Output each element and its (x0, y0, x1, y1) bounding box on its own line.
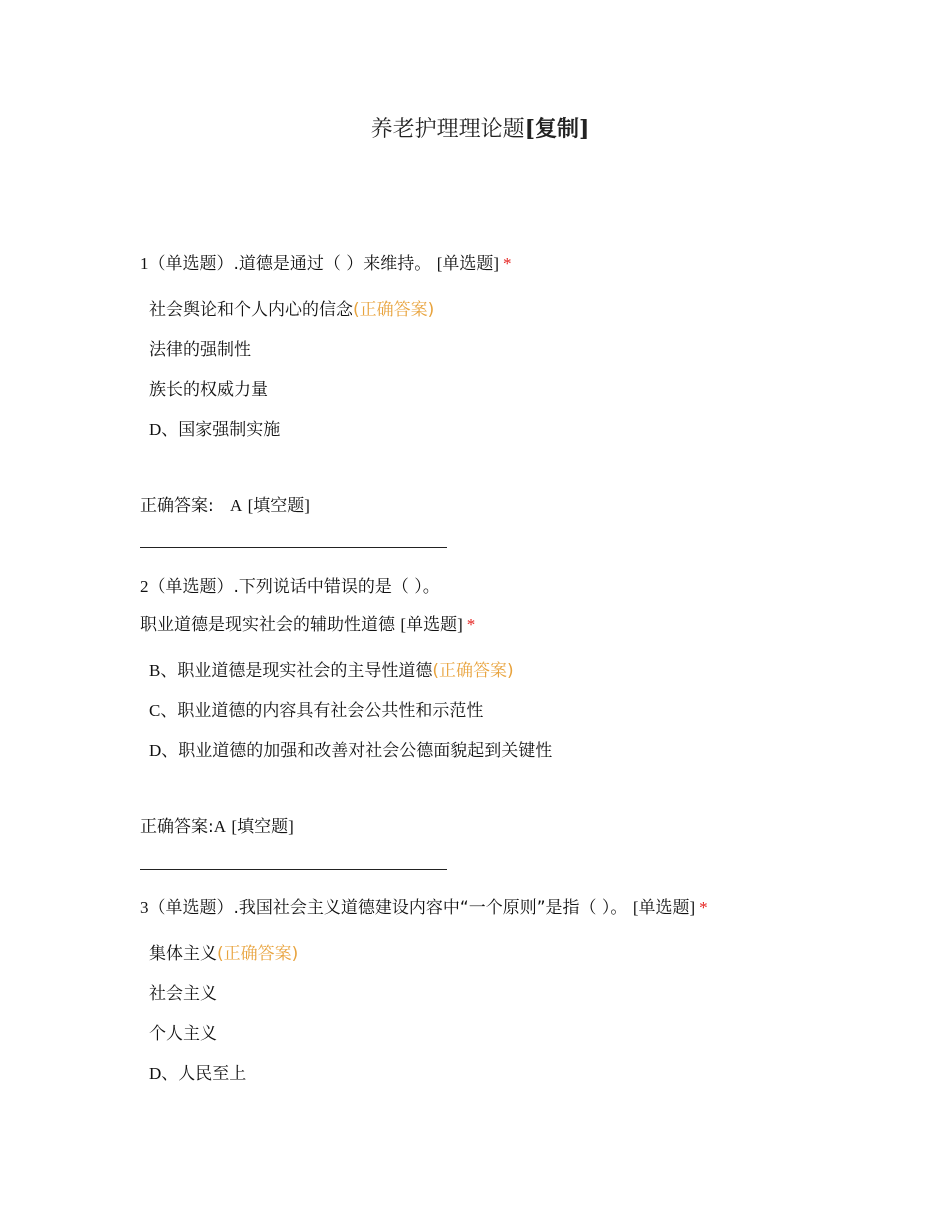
option-prefix: D、 (149, 1064, 179, 1083)
correct-answer-label: (正确答案) (353, 300, 435, 320)
question-2-stem-line2 (140, 613, 475, 637)
question-type-tag: [单选题] (632, 898, 696, 917)
question-type-tag: [单选题] (400, 615, 463, 634)
answer-value: A (213, 817, 227, 836)
answer-underline (140, 547, 447, 548)
answer-label: 正确答案: (140, 817, 214, 837)
correct-answer-label: (正确答案) (432, 661, 514, 681)
option-text: 个人主义 (149, 1024, 217, 1044)
option-text: 集体主义 (149, 944, 217, 964)
option-text: 法律的强制性 (149, 340, 251, 360)
question-type-tag: [单选题] (436, 254, 500, 273)
option-text: 族长的权威力量 (149, 380, 268, 400)
answer-value: A (229, 496, 243, 515)
option-text: 国家强制实施 (178, 420, 281, 440)
page-title (0, 112, 950, 143)
question-1-option-c[interactable] (149, 378, 268, 402)
required-mark: * (503, 254, 512, 273)
question-2-stem (140, 575, 440, 599)
question-number: 1 (140, 254, 149, 273)
question-3-option-b[interactable] (149, 982, 217, 1006)
question-number: 3 (140, 898, 149, 917)
question-1-answer (140, 494, 310, 518)
question-text: （单选题）.下列说话中错误的是（ ）。 (148, 577, 440, 597)
question-2-option-c[interactable] (149, 699, 483, 723)
option-prefix: D、 (149, 741, 179, 760)
question-3-stem (140, 896, 708, 920)
answer-underline (140, 869, 447, 870)
question-3-option-c[interactable] (149, 1022, 217, 1046)
option-prefix: C、 (149, 701, 178, 720)
question-3-option-a[interactable] (149, 942, 298, 966)
question-1-option-a[interactable] (149, 298, 434, 322)
option-text: 社会舆论和个人内心的信念 (149, 300, 353, 320)
option-text: 职业道德是现实社会的主导性道德 (177, 661, 433, 681)
question-number: 2 (140, 577, 149, 596)
question-3-option-d[interactable] (149, 1062, 246, 1086)
title-suffix: [复制] (524, 116, 590, 142)
question-text: （单选题）.道德是通过（ ）来维持。 (148, 254, 432, 274)
question-text-line2: 职业道德是现实社会的辅助性道德 (140, 615, 395, 635)
correct-answer-label: (正确答案) (217, 944, 299, 964)
option-prefix: D、 (149, 420, 179, 439)
option-text: 职业道德的加强和改善对社会公德面貌起到关键性 (178, 741, 553, 761)
answer-type-tag: [填空题] (247, 496, 310, 515)
question-text: （单选题）.我国社会主义道德建设内容中“一个原则”是指（ ）。 (148, 898, 628, 918)
answer-label: 正确答案: (140, 496, 214, 516)
required-mark: * (699, 898, 708, 917)
option-prefix: B、 (149, 661, 178, 680)
question-1-option-d[interactable] (149, 418, 280, 442)
option-text: 职业道德的内容具有社会公共性和示范性 (177, 701, 484, 721)
title-main: 养老护理理论题 (370, 117, 525, 142)
option-text: 人民至上 (178, 1064, 247, 1084)
required-mark: * (466, 615, 476, 634)
question-1-option-b[interactable] (149, 338, 251, 362)
question-2-option-d[interactable] (149, 739, 552, 763)
option-text: 社会主义 (149, 984, 217, 1004)
answer-type-tag: [填空题] (231, 817, 294, 836)
question-2-answer (140, 815, 294, 839)
question-1-stem (140, 252, 512, 276)
question-2-option-b[interactable] (149, 659, 514, 683)
